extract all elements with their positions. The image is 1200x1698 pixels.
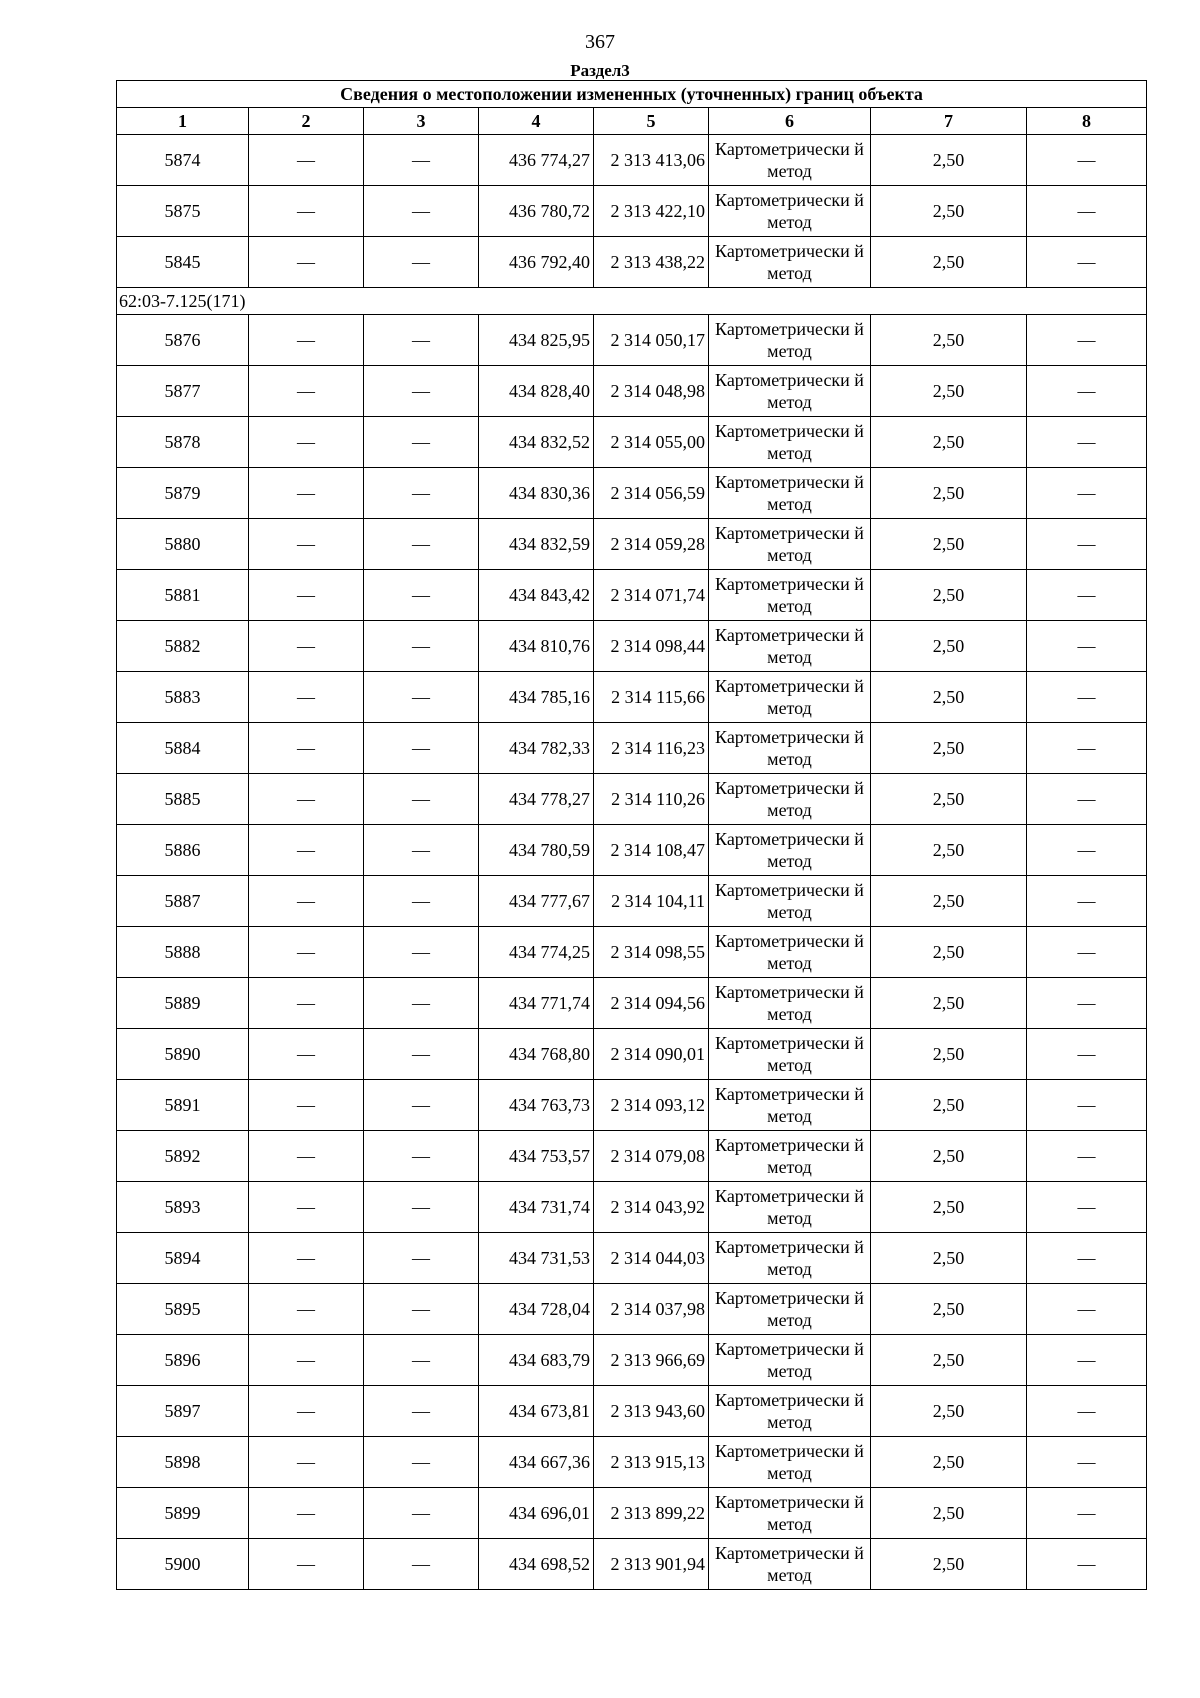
table-row [117, 1539, 1147, 1590]
col8-cell: — [1027, 1488, 1147, 1539]
col2-cell: — [249, 672, 364, 723]
table-body [117, 135, 1147, 1590]
col3-cell: — [364, 723, 479, 774]
col2-cell: — [249, 1029, 364, 1080]
method-cell: Картометрически й метод [709, 417, 871, 468]
table-row [117, 1437, 1147, 1488]
accuracy-cell: 2,50 [871, 1386, 1027, 1437]
column-header: 1 [117, 108, 249, 135]
col3-cell: — [364, 315, 479, 366]
y-coordinate-cell: 2 314 093,12 [594, 1080, 709, 1131]
point-number-cell: 5878 [117, 417, 249, 468]
col3-cell: — [364, 1233, 479, 1284]
accuracy-cell: 2,50 [871, 519, 1027, 570]
y-coordinate-cell: 2 314 110,26 [594, 774, 709, 825]
col8-cell: — [1027, 186, 1147, 237]
point-number-cell: 5888 [117, 927, 249, 978]
col3-cell: — [364, 621, 479, 672]
method-cell: Картометрически й метод [709, 1284, 871, 1335]
point-number-cell: 5874 [117, 135, 249, 186]
x-coordinate-cell: 434 728,04 [479, 1284, 594, 1335]
point-number-cell: 5890 [117, 1029, 249, 1080]
accuracy-cell: 2,50 [871, 1029, 1027, 1080]
boundary-table [116, 80, 1147, 1590]
y-coordinate-cell: 2 313 438,22 [594, 237, 709, 288]
table-caption-row [117, 81, 1147, 108]
col8-cell: — [1027, 1539, 1147, 1590]
col3-cell: — [364, 825, 479, 876]
table-row [117, 927, 1147, 978]
point-number-cell: 5845 [117, 237, 249, 288]
col3-cell: — [364, 366, 479, 417]
y-coordinate-cell: 2 314 050,17 [594, 315, 709, 366]
x-coordinate-cell: 434 696,01 [479, 1488, 594, 1539]
col8-cell: — [1027, 1233, 1147, 1284]
x-coordinate-cell: 434 778,27 [479, 774, 594, 825]
col8-cell: — [1027, 1182, 1147, 1233]
col2-cell: — [249, 876, 364, 927]
accuracy-cell: 2,50 [871, 135, 1027, 186]
accuracy-cell: 2,50 [871, 570, 1027, 621]
x-coordinate-cell: 434 832,59 [479, 519, 594, 570]
col8-cell: — [1027, 417, 1147, 468]
point-number-cell: 5886 [117, 825, 249, 876]
method-cell: Картометрически й метод [709, 723, 871, 774]
col8-cell: — [1027, 672, 1147, 723]
x-coordinate-cell: 434 810,76 [479, 621, 594, 672]
col3-cell: — [364, 1488, 479, 1539]
col3-cell: — [364, 1437, 479, 1488]
col2-cell: — [249, 1080, 364, 1131]
table-row [117, 1080, 1147, 1131]
y-coordinate-cell: 2 314 071,74 [594, 570, 709, 621]
page-number: 367 [585, 31, 615, 53]
method-cell: Картометрически й метод [709, 186, 871, 237]
accuracy-cell: 2,50 [871, 1131, 1027, 1182]
point-number-cell: 5883 [117, 672, 249, 723]
method-cell: Картометрически й метод [709, 237, 871, 288]
col3-cell: — [364, 1131, 479, 1182]
col8-cell: — [1027, 774, 1147, 825]
x-coordinate-cell: 434 768,80 [479, 1029, 594, 1080]
col8-cell: — [1027, 237, 1147, 288]
column-header: 6 [709, 108, 871, 135]
method-cell: Картометрически й метод [709, 672, 871, 723]
y-coordinate-cell: 2 314 043,92 [594, 1182, 709, 1233]
point-number-cell: 5875 [117, 186, 249, 237]
y-coordinate-cell: 2 313 915,13 [594, 1437, 709, 1488]
accuracy-cell: 2,50 [871, 366, 1027, 417]
table-row [117, 1029, 1147, 1080]
x-coordinate-cell: 434 774,25 [479, 927, 594, 978]
col8-cell: — [1027, 570, 1147, 621]
col3-cell: — [364, 774, 479, 825]
col2-cell: — [249, 417, 364, 468]
point-number-cell: 5876 [117, 315, 249, 366]
col3-cell: — [364, 1029, 479, 1080]
method-cell: Картометрически й метод [709, 1182, 871, 1233]
x-coordinate-cell: 436 792,40 [479, 237, 594, 288]
table-row [117, 723, 1147, 774]
x-coordinate-cell: 434 843,42 [479, 570, 594, 621]
table-row [117, 1386, 1147, 1437]
method-cell: Картометрически й метод [709, 978, 871, 1029]
x-coordinate-cell: 434 828,40 [479, 366, 594, 417]
y-coordinate-cell: 2 313 943,60 [594, 1386, 709, 1437]
col3-cell: — [364, 135, 479, 186]
point-number-cell: 5882 [117, 621, 249, 672]
col8-cell: — [1027, 927, 1147, 978]
point-number-cell: 5877 [117, 366, 249, 417]
col3-cell: — [364, 519, 479, 570]
method-cell: Картометрически й метод [709, 1029, 871, 1080]
y-coordinate-cell: 2 314 094,56 [594, 978, 709, 1029]
col8-cell: — [1027, 366, 1147, 417]
method-cell: Картометрически й метод [709, 1335, 871, 1386]
col8-cell: — [1027, 315, 1147, 366]
method-cell: Картометрически й метод [709, 621, 871, 672]
y-coordinate-cell: 2 314 059,28 [594, 519, 709, 570]
point-number-cell: 5889 [117, 978, 249, 1029]
col2-cell: — [249, 978, 364, 1029]
table-row [117, 315, 1147, 366]
point-number-cell: 5879 [117, 468, 249, 519]
point-number-cell: 5880 [117, 519, 249, 570]
table-row [117, 1131, 1147, 1182]
col2-cell: — [249, 315, 364, 366]
x-coordinate-cell: 434 832,52 [479, 417, 594, 468]
col2-cell: — [249, 723, 364, 774]
y-coordinate-cell: 2 314 098,44 [594, 621, 709, 672]
point-number-cell: 5895 [117, 1284, 249, 1335]
y-coordinate-cell: 2 314 090,01 [594, 1029, 709, 1080]
x-coordinate-cell: 434 785,16 [479, 672, 594, 723]
col2-cell: — [249, 1131, 364, 1182]
method-cell: Картометрически й метод [709, 1488, 871, 1539]
y-coordinate-cell: 2 314 037,98 [594, 1284, 709, 1335]
accuracy-cell: 2,50 [871, 825, 1027, 876]
col8-cell: — [1027, 723, 1147, 774]
col2-cell: — [249, 1233, 364, 1284]
method-cell: Картометрически й метод [709, 876, 871, 927]
accuracy-cell: 2,50 [871, 621, 1027, 672]
x-coordinate-cell: 434 771,74 [479, 978, 594, 1029]
table-row [117, 570, 1147, 621]
group-label: 62:03-7.125(171) [117, 288, 1147, 315]
accuracy-cell: 2,50 [871, 1488, 1027, 1539]
col8-cell: — [1027, 468, 1147, 519]
accuracy-cell: 2,50 [871, 1335, 1027, 1386]
accuracy-cell: 2,50 [871, 978, 1027, 1029]
x-coordinate-cell: 434 830,36 [479, 468, 594, 519]
col8-cell: — [1027, 1080, 1147, 1131]
col3-cell: — [364, 1182, 479, 1233]
accuracy-cell: 2,50 [871, 927, 1027, 978]
col2-cell: — [249, 570, 364, 621]
accuracy-cell: 2,50 [871, 417, 1027, 468]
col3-cell: — [364, 1386, 479, 1437]
col8-cell: — [1027, 1437, 1147, 1488]
y-coordinate-cell: 2 313 966,69 [594, 1335, 709, 1386]
col3-cell: — [364, 1539, 479, 1590]
col8-cell: — [1027, 1029, 1147, 1080]
x-coordinate-cell: 434 763,73 [479, 1080, 594, 1131]
col8-cell: — [1027, 519, 1147, 570]
y-coordinate-cell: 2 314 079,08 [594, 1131, 709, 1182]
column-header: 3 [364, 108, 479, 135]
table-header-row [117, 108, 1147, 135]
col2-cell: — [249, 237, 364, 288]
accuracy-cell: 2,50 [871, 237, 1027, 288]
table-row [117, 468, 1147, 519]
y-coordinate-cell: 2 313 413,06 [594, 135, 709, 186]
accuracy-cell: 2,50 [871, 723, 1027, 774]
column-header: 5 [594, 108, 709, 135]
method-cell: Картометрически й метод [709, 468, 871, 519]
section-title: Раздел3 [570, 61, 630, 80]
col2-cell: — [249, 186, 364, 237]
point-number-cell: 5899 [117, 1488, 249, 1539]
col3-cell: — [364, 570, 479, 621]
table-row [117, 876, 1147, 927]
method-cell: Картометрически й метод [709, 570, 871, 621]
table-row [117, 621, 1147, 672]
accuracy-cell: 2,50 [871, 1284, 1027, 1335]
col3-cell: — [364, 417, 479, 468]
col2-cell: — [249, 621, 364, 672]
y-coordinate-cell: 2 314 108,47 [594, 825, 709, 876]
method-cell: Картометрически й метод [709, 825, 871, 876]
method-cell: Картометрически й метод [709, 774, 871, 825]
x-coordinate-cell: 436 780,72 [479, 186, 594, 237]
accuracy-cell: 2,50 [871, 468, 1027, 519]
point-number-cell: 5896 [117, 1335, 249, 1386]
table-row [117, 825, 1147, 876]
table-row [117, 978, 1147, 1029]
column-header: 7 [871, 108, 1027, 135]
point-number-cell: 5881 [117, 570, 249, 621]
col2-cell: — [249, 1488, 364, 1539]
col2-cell: — [249, 519, 364, 570]
x-coordinate-cell: 436 774,27 [479, 135, 594, 186]
table-row [117, 186, 1147, 237]
accuracy-cell: 2,50 [871, 315, 1027, 366]
col3-cell: — [364, 1080, 479, 1131]
col8-cell: — [1027, 621, 1147, 672]
y-coordinate-cell: 2 314 104,11 [594, 876, 709, 927]
point-number-cell: 5887 [117, 876, 249, 927]
method-cell: Картометрически й метод [709, 1080, 871, 1131]
table-row [117, 1488, 1147, 1539]
table-row [117, 774, 1147, 825]
y-coordinate-cell: 2 314 055,00 [594, 417, 709, 468]
method-cell: Картометрически й метод [709, 1539, 871, 1590]
y-coordinate-cell: 2 314 056,59 [594, 468, 709, 519]
col2-cell: — [249, 1182, 364, 1233]
table-caption: Сведения о местоположении измененных (уточненных) границ объекта [117, 81, 1147, 108]
col3-cell: — [364, 1284, 479, 1335]
col3-cell: — [364, 672, 479, 723]
col2-cell: — [249, 774, 364, 825]
col2-cell: — [249, 135, 364, 186]
y-coordinate-cell: 2 314 044,03 [594, 1233, 709, 1284]
accuracy-cell: 2,50 [871, 876, 1027, 927]
accuracy-cell: 2,50 [871, 1182, 1027, 1233]
method-cell: Картометрически й метод [709, 366, 871, 417]
accuracy-cell: 2,50 [871, 1437, 1027, 1488]
table-row [117, 366, 1147, 417]
point-number-cell: 5884 [117, 723, 249, 774]
y-coordinate-cell: 2 314 048,98 [594, 366, 709, 417]
col3-cell: — [364, 927, 479, 978]
table-row [117, 1335, 1147, 1386]
table-row [117, 1182, 1147, 1233]
col2-cell: — [249, 1335, 364, 1386]
x-coordinate-cell: 434 753,57 [479, 1131, 594, 1182]
point-number-cell: 5892 [117, 1131, 249, 1182]
col3-cell: — [364, 978, 479, 1029]
table-row [117, 519, 1147, 570]
x-coordinate-cell: 434 667,36 [479, 1437, 594, 1488]
method-cell: Картометрически й метод [709, 1233, 871, 1284]
method-cell: Картометрически й метод [709, 1386, 871, 1437]
accuracy-cell: 2,50 [871, 1539, 1027, 1590]
point-number-cell: 5894 [117, 1233, 249, 1284]
col8-cell: — [1027, 1284, 1147, 1335]
column-header: 2 [249, 108, 364, 135]
method-cell: Картометрически й метод [709, 135, 871, 186]
col8-cell: — [1027, 825, 1147, 876]
accuracy-cell: 2,50 [871, 672, 1027, 723]
method-cell: Картометрически й метод [709, 519, 871, 570]
col8-cell: — [1027, 978, 1147, 1029]
method-cell: Картометрически й метод [709, 315, 871, 366]
method-cell: Картометрически й метод [709, 927, 871, 978]
point-number-cell: 5885 [117, 774, 249, 825]
y-coordinate-cell: 2 314 115,66 [594, 672, 709, 723]
table-row [117, 1233, 1147, 1284]
col8-cell: — [1027, 1131, 1147, 1182]
group-row [117, 288, 1147, 315]
point-number-cell: 5893 [117, 1182, 249, 1233]
x-coordinate-cell: 434 782,33 [479, 723, 594, 774]
y-coordinate-cell: 2 314 098,55 [594, 927, 709, 978]
y-coordinate-cell: 2 313 901,94 [594, 1539, 709, 1590]
x-coordinate-cell: 434 673,81 [479, 1386, 594, 1437]
accuracy-cell: 2,50 [871, 186, 1027, 237]
col3-cell: — [364, 468, 479, 519]
table-row [117, 672, 1147, 723]
method-cell: Картометрически й метод [709, 1437, 871, 1488]
point-number-cell: 5897 [117, 1386, 249, 1437]
col3-cell: — [364, 237, 479, 288]
point-number-cell: 5900 [117, 1539, 249, 1590]
col3-cell: — [364, 876, 479, 927]
column-header: 4 [479, 108, 594, 135]
col2-cell: — [249, 366, 364, 417]
method-cell: Картометрически й метод [709, 1131, 871, 1182]
table-row [117, 237, 1147, 288]
y-coordinate-cell: 2 314 116,23 [594, 723, 709, 774]
x-coordinate-cell: 434 731,53 [479, 1233, 594, 1284]
col2-cell: — [249, 1284, 364, 1335]
x-coordinate-cell: 434 825,95 [479, 315, 594, 366]
point-number-cell: 5891 [117, 1080, 249, 1131]
y-coordinate-cell: 2 313 422,10 [594, 186, 709, 237]
col3-cell: — [364, 1335, 479, 1386]
col8-cell: — [1027, 1386, 1147, 1437]
column-header: 8 [1027, 108, 1147, 135]
col2-cell: — [249, 468, 364, 519]
table-row [117, 1284, 1147, 1335]
y-coordinate-cell: 2 313 899,22 [594, 1488, 709, 1539]
accuracy-cell: 2,50 [871, 1080, 1027, 1131]
col2-cell: — [249, 825, 364, 876]
table-row [117, 135, 1147, 186]
x-coordinate-cell: 434 780,59 [479, 825, 594, 876]
col8-cell: — [1027, 876, 1147, 927]
x-coordinate-cell: 434 683,79 [479, 1335, 594, 1386]
col2-cell: — [249, 1539, 364, 1590]
col8-cell: — [1027, 135, 1147, 186]
col2-cell: — [249, 1437, 364, 1488]
col2-cell: — [249, 1386, 364, 1437]
table-row [117, 417, 1147, 468]
x-coordinate-cell: 434 777,67 [479, 876, 594, 927]
accuracy-cell: 2,50 [871, 1233, 1027, 1284]
x-coordinate-cell: 434 698,52 [479, 1539, 594, 1590]
col3-cell: — [364, 186, 479, 237]
x-coordinate-cell: 434 731,74 [479, 1182, 594, 1233]
col8-cell: — [1027, 1335, 1147, 1386]
point-number-cell: 5898 [117, 1437, 249, 1488]
col2-cell: — [249, 927, 364, 978]
accuracy-cell: 2,50 [871, 774, 1027, 825]
